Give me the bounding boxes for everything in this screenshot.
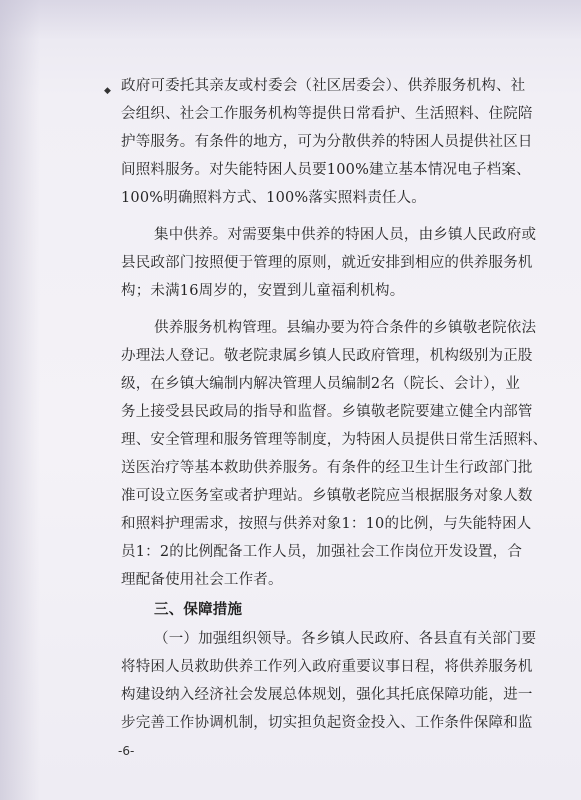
text-line: 100%明确照料方式、100%落实照料责任人。 [121,190,427,206]
text-line: 集中供养。对需要集中供养的特困人员，由乡镇人民政府或 [154,227,537,243]
text-line: 构；未满16周岁的，安置到儿童福利机构。 [121,283,405,299]
text-line: 务上接受县民政局的指导和监督。乡镇敬老院要建立健全内部管 [121,404,533,420]
text-line: 理、安全管理和服务管理等制度，为特困人员提供日常生活照料、 [121,432,548,448]
text-line: 理配备使用社会工作者。 [121,572,283,588]
page-number: -6- [118,744,135,758]
text-line: 护等服务。有条件的地方，可为分散供养的特困人员提供社区日 [121,134,533,150]
text-line: 间照料服务。对失能特困人员要100%建立基本情况电子档案、 [121,162,531,178]
text-line: 县民政部门按照便于管理的原则，就近安排到相应的供养服务机 [121,255,533,271]
text-line: 办理法人登记。敬老院隶属乡镇人民政府管理，机构级别为正股 [121,348,533,364]
text-line: 员1：2的比例配备工作人员，加强社会工作岗位开发设置，合 [121,544,523,560]
text-line: （一）加强组织领导。各乡镇人民政府、各县直有关部门要 [154,631,537,647]
text-line: 会组织、社会工作服务机构等提供日常看护、生活照料、住院陪 [121,106,533,122]
scan-shadow-top [0,0,581,40]
section-heading: 三、保障措施 [154,602,243,618]
text-line: 和照料护理需求，按照与供养对象1：10的比例，与失能特困人 [121,516,532,532]
text-line: 送医治疗等基本救助供养服务。有条件的经卫生计生行政部门批 [121,460,533,476]
text-line: 准可设立医务室或者护理站。乡镇敬老院应当根据服务对象人数 [121,488,533,504]
text-line: 级，在乡镇大编制内解决管理人员编制2名（院长、会计），业 [121,376,521,392]
margin-mark: ◆ [104,86,111,96]
text-line: 供养服务机构管理。县编办要为符合条件的乡镇敬老院依法 [154,320,537,336]
text-line: 政府可委托其亲友或村委会（社区居委会）、供养服务机构、社 [121,78,526,94]
text-line: 步完善工作协调机制，切实担负起资金投入、工作条件保障和监 [121,715,533,731]
scan-shadow-left [0,0,40,800]
text-line: 将特困人员救助供养工作列入政府重要议事日程，将供养服务机 [121,659,533,675]
text-line: 构建设纳入经济社会发展总体规划，强化其托底保障功能，进一 [121,687,533,703]
